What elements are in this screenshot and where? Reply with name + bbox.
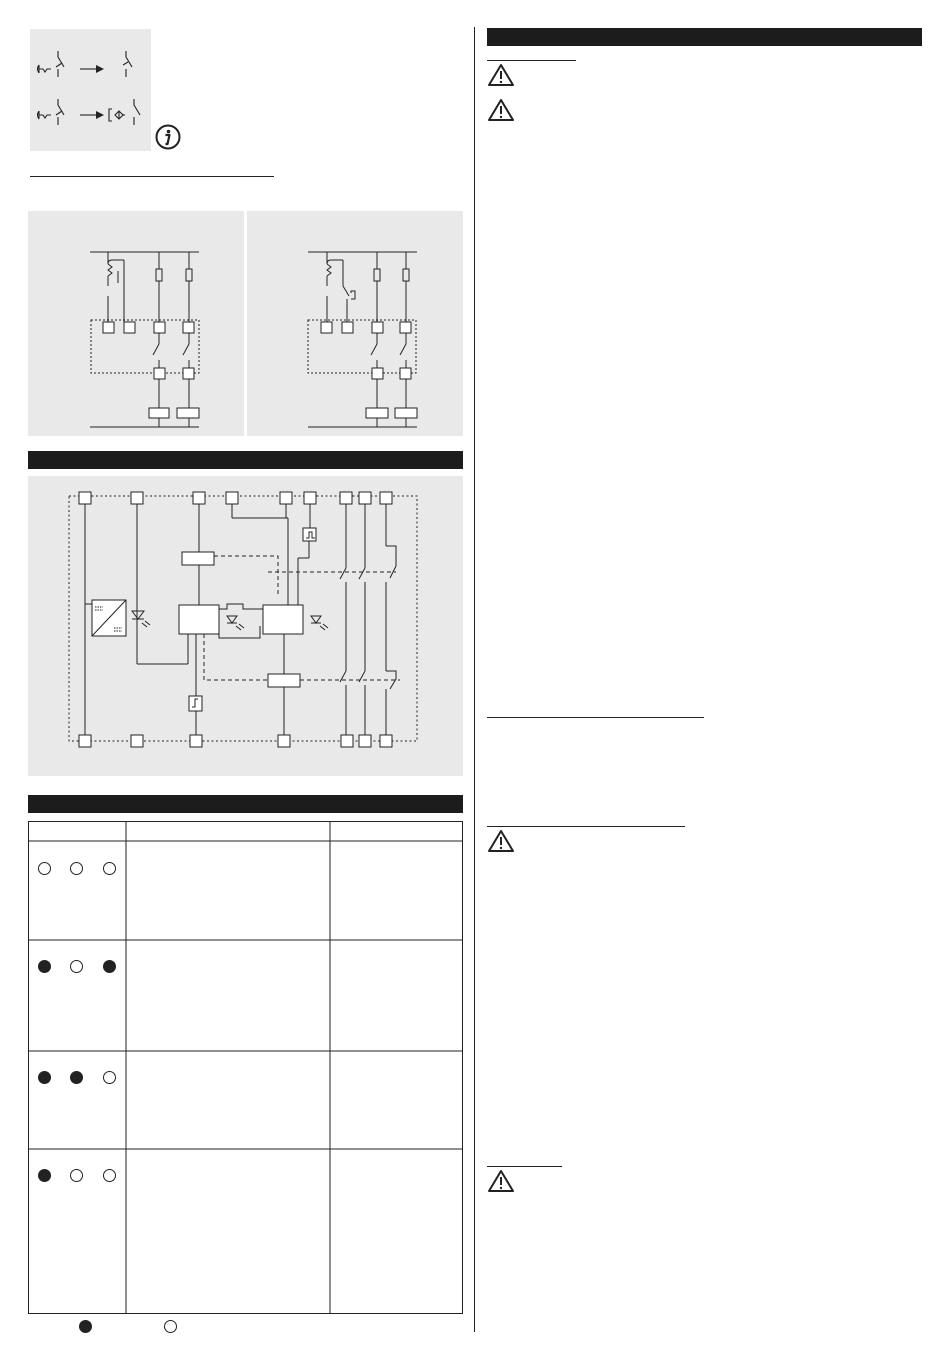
led-off-indicator xyxy=(70,862,83,875)
led-off-indicator xyxy=(70,960,83,973)
legend-led-on xyxy=(79,1320,92,1333)
led-off-indicator xyxy=(103,1169,116,1182)
led-table-row xyxy=(38,1169,118,1183)
led-off-indicator xyxy=(103,1071,116,1084)
led-off-indicator xyxy=(70,1169,83,1182)
legend-led-off xyxy=(164,1320,177,1333)
subheading-rule xyxy=(487,717,704,718)
column-divider xyxy=(474,27,475,1332)
info-icon xyxy=(155,124,181,150)
section-bar-safety xyxy=(487,28,922,46)
led-off-indicator xyxy=(38,862,51,875)
led-table-row xyxy=(38,862,118,876)
subheading-rule xyxy=(487,826,685,827)
subheading-rule xyxy=(487,1166,562,1167)
contact-symbol-panel xyxy=(30,29,151,151)
led-table-row xyxy=(38,1071,118,1085)
led-off-indicator xyxy=(103,862,116,875)
led-on-indicator xyxy=(38,1071,51,1084)
led-on-indicator xyxy=(103,960,116,973)
led-on-indicator xyxy=(70,1071,83,1084)
wiring-example-right xyxy=(247,211,463,436)
warning-triangle-icon xyxy=(487,829,515,853)
warning-triangle-icon xyxy=(487,1169,515,1193)
subheading-rule xyxy=(487,60,576,61)
block-diagram-panel xyxy=(28,476,463,776)
subheading-rule xyxy=(30,176,274,177)
led-status-table xyxy=(28,821,464,1315)
led-on-indicator xyxy=(38,960,51,973)
wiring-example-left xyxy=(28,211,244,436)
warning-triangle-icon xyxy=(487,98,515,122)
led-on-indicator xyxy=(38,1169,51,1182)
section-bar-block-diagram xyxy=(28,451,463,469)
section-bar-led-table xyxy=(28,795,463,813)
led-table-row xyxy=(38,960,118,974)
warning-triangle-icon xyxy=(487,63,515,87)
